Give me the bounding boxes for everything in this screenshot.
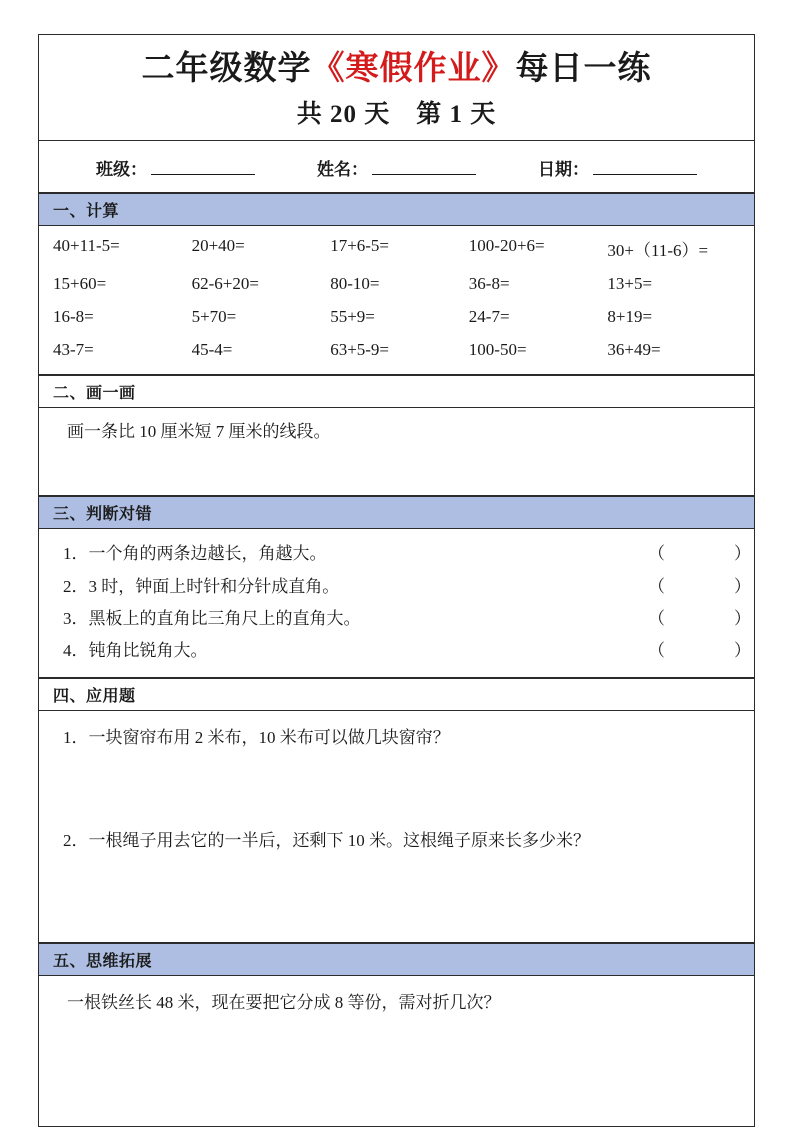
class-label: 班级： bbox=[96, 160, 147, 180]
section-heading-extend: 五、思维拓展 bbox=[39, 943, 754, 976]
judge-answer-box[interactable]: （ ） bbox=[648, 576, 777, 596]
title-part-book: 《寒假作业》 bbox=[311, 51, 516, 87]
apply-answer-space[interactable] bbox=[53, 748, 740, 826]
judge-answer-box[interactable]: （ ） bbox=[648, 641, 777, 661]
apply-question: 2．一根绳子用去它的一半后，还剩下 10 米。这根绳子原来长多少米？ bbox=[63, 830, 590, 850]
judge-answer-box[interactable]: （ ） bbox=[648, 608, 777, 628]
worksheet-sheet bbox=[38, 34, 777, 1127]
info-row bbox=[39, 141, 754, 193]
calc-grid bbox=[43, 232, 750, 366]
calc-item[interactable]: 13+5= bbox=[607, 274, 653, 294]
extend-question: 一根铁丝长 48 米，现在要把它分成 8 等份，需对折几次？ bbox=[67, 992, 501, 1012]
judge-item bbox=[53, 571, 777, 603]
calc-item[interactable]: 24-7= bbox=[468, 307, 510, 327]
calc-item[interactable]: 36+49= bbox=[607, 340, 661, 360]
judge-item-text: 1．一个角的两条边越长，角越大。 bbox=[63, 544, 327, 564]
calc-item[interactable]: 100-20+6= bbox=[468, 236, 545, 256]
judge-item-text: 2．3 时，钟面上时针和分针成直角。 bbox=[63, 576, 340, 596]
section-body-draw bbox=[39, 408, 754, 496]
calc-item[interactable]: 80-10= bbox=[330, 274, 380, 294]
date-field[interactable] bbox=[538, 155, 697, 180]
calc-item[interactable]: 40+11-5= bbox=[53, 236, 120, 256]
section-body-apply bbox=[39, 711, 754, 943]
section-body-calc bbox=[39, 226, 754, 375]
section-heading-apply: 四、应用题 bbox=[39, 678, 754, 711]
calc-item[interactable]: 17+6-5= bbox=[330, 236, 390, 256]
name-input-line[interactable] bbox=[372, 159, 476, 175]
page-subtitle: 共 20 天 第 1 天 bbox=[296, 101, 497, 129]
calc-item[interactable]: 63+5-9= bbox=[330, 340, 390, 360]
judge-item bbox=[53, 635, 777, 667]
judge-answer-box[interactable]: （ ） bbox=[648, 544, 777, 564]
section-body-judge bbox=[39, 529, 777, 677]
name-label: 姓名： bbox=[317, 160, 368, 180]
section-heading-judge: 三、判断对错 bbox=[39, 496, 754, 529]
page-title bbox=[39, 49, 754, 90]
name-field[interactable] bbox=[317, 155, 476, 180]
section-heading-draw: 二、画一画 bbox=[39, 375, 754, 408]
calc-item[interactable]: 55+9= bbox=[330, 307, 375, 327]
calc-item[interactable]: 15+60= bbox=[53, 274, 107, 294]
judge-item-text: 3．黑板上的直角比三角尺上的直角大。 bbox=[63, 608, 361, 628]
calc-item[interactable]: 20+40= bbox=[191, 236, 245, 256]
calc-item[interactable]: 62-6+20= bbox=[191, 274, 259, 294]
class-field[interactable] bbox=[96, 155, 255, 180]
calc-item[interactable]: 30+（11-6）= bbox=[607, 241, 709, 261]
judge-item bbox=[53, 538, 777, 570]
calc-item[interactable]: 36-8= bbox=[468, 274, 510, 294]
section-body-extend bbox=[39, 976, 754, 1126]
calc-item[interactable]: 5+70= bbox=[191, 307, 237, 327]
calc-item[interactable]: 8+19= bbox=[607, 307, 653, 327]
class-input-line[interactable] bbox=[151, 159, 255, 175]
judge-item bbox=[53, 603, 777, 635]
calc-item[interactable]: 16-8= bbox=[53, 307, 94, 327]
date-label: 日期： bbox=[538, 160, 589, 180]
calc-item[interactable]: 45-4= bbox=[191, 340, 233, 360]
draw-question: 画一条比 10 厘米短 7 厘米的线段。 bbox=[67, 422, 331, 442]
date-input-line[interactable] bbox=[593, 159, 697, 175]
title-part-grade: 二年级数学 bbox=[141, 51, 312, 87]
judge-item-text: 4．钝角比锐角大。 bbox=[63, 641, 208, 661]
calc-item[interactable]: 43-7= bbox=[53, 340, 94, 360]
calc-item[interactable]: 100-50= bbox=[468, 340, 527, 360]
section-heading-calc: 一、计算 bbox=[39, 193, 754, 226]
title-part-daily: 每日一练 bbox=[515, 51, 652, 87]
apply-question: 1．一块窗帘布用 2 米布，10 米布可以做几块窗帘？ bbox=[63, 727, 450, 747]
title-block bbox=[39, 35, 754, 141]
